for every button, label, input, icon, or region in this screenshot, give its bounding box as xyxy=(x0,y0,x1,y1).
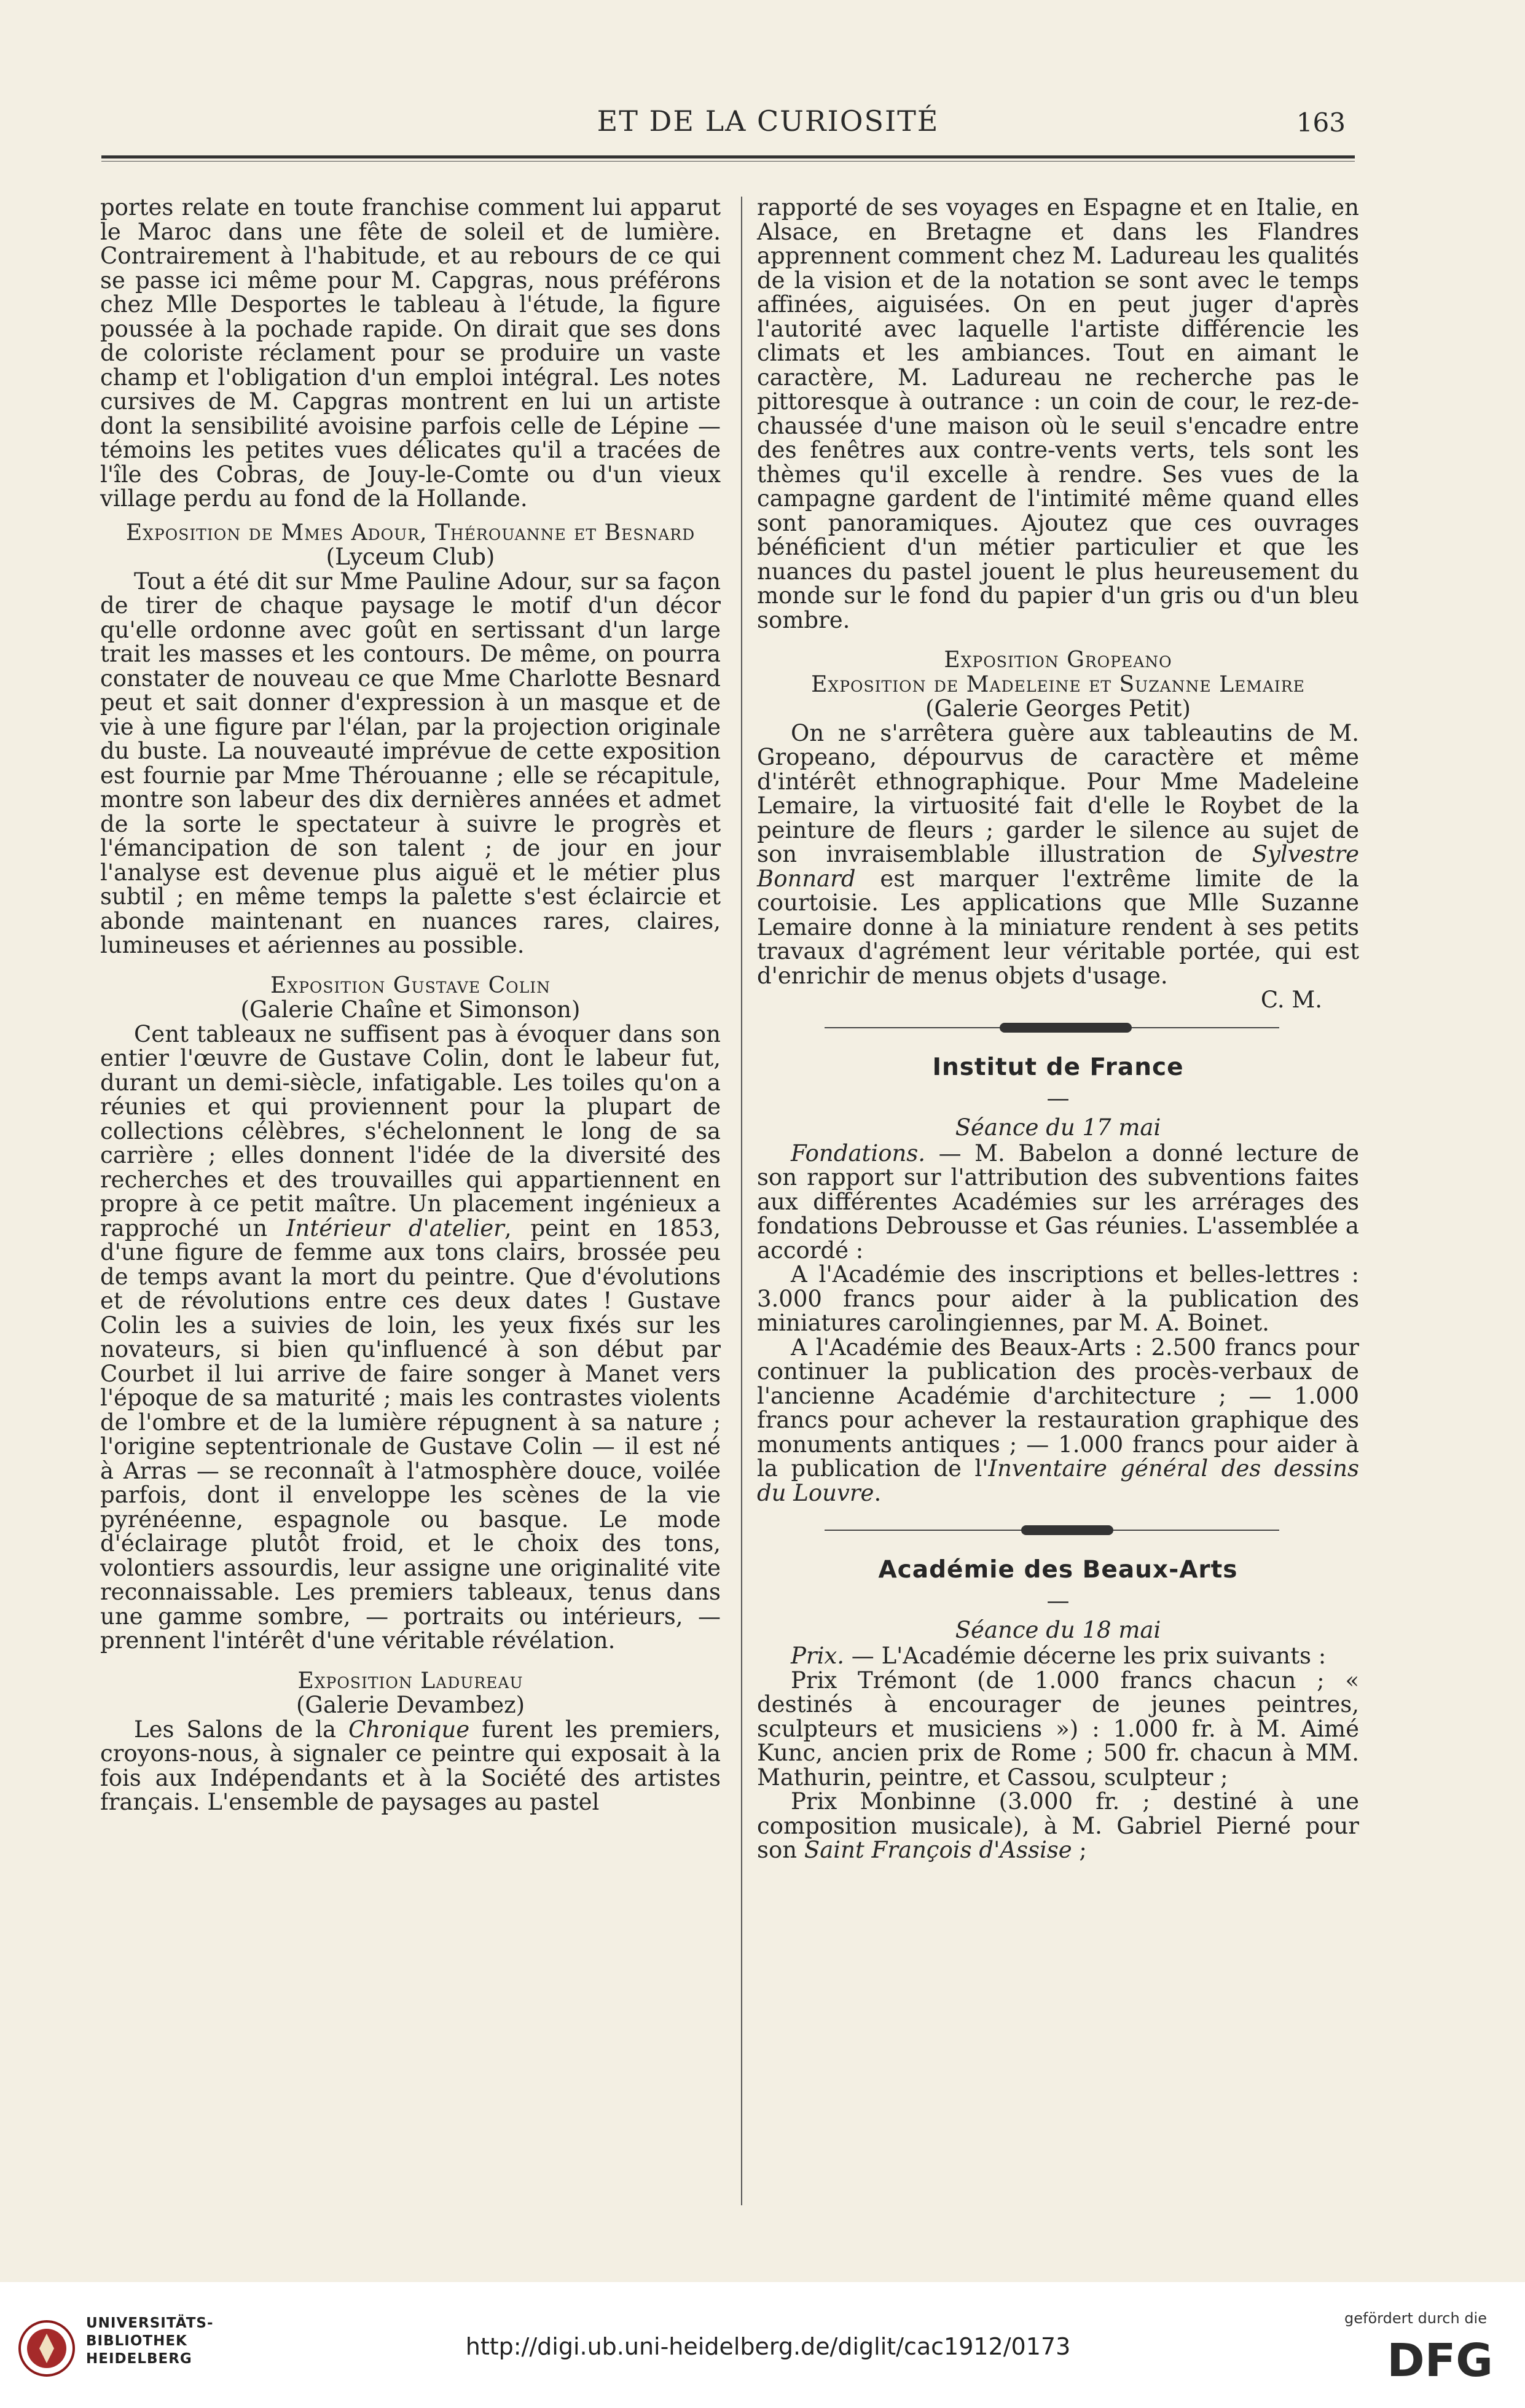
source-url-link[interactable]: http://digi.ub.uni-heidelberg.de/diglit/cac1912/0173 xyxy=(465,2333,1071,2360)
left-column xyxy=(100,195,721,1815)
paragraph: Cent tableaux ne suffisent pas à évoquer dans son entier l'œuvre de Gustave Colin, dont le labeur fut, durant un demi-siècle, infatigable. Les toiles qu'on a réunies et qui proviennent pour la plupart de collections célèbres, s'échelonnent le long de sa carrière ; elles donnent l'idée de la diversité des recherches et des trouvailles qui appartiennent en propre à ce petit maître. Un placement ingénieux a rapproché un Intérieur d'atelier, peint en 1853, d'une figure de femme aux tons clairs, brossée peu de temps avant la mort du peintre. Que d'évolutions et de révolutions entre ces deux dates ! Gustave Colin les a suivies de loin, les yeux fixés sur les novateurs, si bien qu'influencé à son début par Courbet il lui arrive de faire songer à Manet vers l'époque de sa maturité ; mais les contrastes violents de l'ombre et de la lumière répugnent à sa nature ; l'origine septentrionale de Gustave Colin — il est né à Arras — se reconnaît à l'atmosphère douce, voilée parfois, dont il enveloppe les scènes de la vie pyrénéenne, espagnole ou basque. Le mode d'éclairage plutôt froid, et le choix des tons, volontiers assourdis, leur assigne une originalité vite reconnaissable. Les premiers tableaux, tenus dans une gamme sombre, — portraits ou intérieurs, — prennent l'intérêt d'une véritable révélation. xyxy=(100,1020,721,1654)
short-dash: — xyxy=(1046,1587,1070,1614)
page-number: 163 xyxy=(1296,108,1346,138)
book-title: Sylvestre Bonnard xyxy=(757,841,1359,892)
funded-by-label: gefördert durch die xyxy=(1344,2310,1487,2327)
university-name: UNIVERSITÄTS- BIBLIOTHEK HEIDELBERG xyxy=(86,2315,214,2367)
dfg-logo xyxy=(1355,2334,1496,2383)
ornament-divider xyxy=(757,1515,1359,1546)
ornament-divider xyxy=(757,1012,1359,1043)
section-subtitle: (Galerie Devambez) xyxy=(296,1692,525,1718)
section-subtitle: (Lyceum Club) xyxy=(326,544,495,570)
paragraph: Prix Monbinne (3.000 fr. ; destiné à une composition musicale), à M. Gabriel Pierné pour son Saint François d'Assise ; xyxy=(757,1788,1359,1863)
column-divider xyxy=(741,197,742,2205)
header-rule xyxy=(101,155,1355,158)
paragraph: Les Salons de la Chronique furent les premiers, croyons-nous, à signaler ce peintre qui exposait à la fois aux Indépendants et à la Société des artistes français. L'ensemble de paysages au pastel xyxy=(100,1716,721,1815)
university-seal-logo xyxy=(17,2319,76,2378)
paragraph: Fondations. — M. Babelon a donné lecture de son rapport sur l'attribution des subventions faites aux différentes Académies sur les arrérages des fondations Debrousse et Gas réunies. L'assemblée a accordé : xyxy=(757,1140,1359,1264)
work-title: Saint François d'Assise xyxy=(804,1837,1072,1863)
section-title: Exposition Ladureau xyxy=(297,1668,523,1694)
section-title: Exposition Gustave Colin xyxy=(270,972,551,998)
section-title: Exposition Gropeano xyxy=(944,647,1172,673)
header-rule-thin xyxy=(101,161,1355,162)
svg-text:DFG: DFG xyxy=(1387,2334,1493,2383)
short-dash: — xyxy=(1046,1084,1070,1111)
author-signature: C. M. xyxy=(1260,987,1322,1013)
running-head: ET DE LA CURIOSITÉ xyxy=(597,104,939,138)
section-subtitle: (Galerie Chaîne et Simonson) xyxy=(240,996,581,1023)
section-title: Exposition de Mmes Adour, Thérouanne et Besnard xyxy=(125,520,696,545)
paragraph: On ne s'arrêtera guère aux tableautins de M. Gropeano, dépourvus de caractère et même d'intérêt ethnographique. Pour Mme Madeleine Lemaire, la virtuosité fait d'elle le Roybet de la peinture de fleurs ; garder le silence au sujet de son invraisemblable illustration de Sylvestre Bonnard est marquer l'extrême limite de la courtoisie. Les applications que Mlle Suzanne Lemaire donne à la miniature rendent à ses petits travaux d'agrément leur véritable portée, qui est d'enrichir de menus objets d'usage. xyxy=(757,719,1359,989)
paragraph: Prix. — L'Académie décerne les prix suivants : xyxy=(791,1643,1327,1669)
paragraph: Tout a été dit sur Mme Pauline Adour, sur sa façon de tirer de chaque paysage le motif d'un décor qu'elle ordonne avec goût en sertissant d'un large trait les masses et les contours. De même, on pourra constater de nouveau ce que Mme Charlotte Besnard peut et sait donner d'expression à un masque et de vie à une figure par l'élan, par la projection originale du buste. La nouveauté imprévue de cette exposition est fournie par Mme Thérouanne ; elle se récapitule, montre son labeur des dix dernières années et admet de la sorte le spectateur à suivre le progrès et l'émancipation de son talent ; de jour en jour l'analyse est devenue plus aiguë et le métier plus subtil ; en même temps la palette s'est éclaircie et abonde maintenant en nuances rares, claires, lumineuses et aériennes au possible. xyxy=(100,568,721,958)
artwork-title: Intérieur d'atelier xyxy=(286,1214,504,1241)
session-date: Séance du 17 mai xyxy=(955,1114,1161,1141)
paragraph: Prix Trémont (de 1.000 francs chacun ; « destinés à encourager de jeunes peintres, sculpteurs et musiciens ») : 1.000 fr. à M. Aimé Kunc, ancien prix de Rome ; 500 fr. chacun à MM. Mathurin, peintre, et Cassou, sculpteur ; xyxy=(757,1667,1359,1791)
section-heading: Institut de France xyxy=(932,1053,1184,1081)
paragraph: A l'Académie des Beaux-Arts : 2.500 francs pour continuer la publication des procès-verbaux de l'ancienne Académie d'architecture ; — 1.000 francs pour achever la restauration graphique des monuments antiques ; — 1.000 francs pour aider à la publication de l'Inventaire général des dessins du Louvre. xyxy=(757,1334,1359,1506)
publication-title: Chronique xyxy=(348,1716,470,1743)
paragraph: rapporté de ses voyages en Espagne et en Italie, en Alsace, en Bretagne et dans les Flandres apprennent comment chez M. Ladureau les qualités de la vision et de la notation se sont avec le temps affinées, aiguisées. On en peut juger d'après l'autorité avec laquelle l'artiste différencie les climats et les ambiances. Tout en aimant le caractère, M. Ladureau ne recherche pas le pittoresque à outrance : un coin de cour, le rez-de-chaussée d'une maison où le seuil s'encadre entre des fenêtres aux contre-vents verts, tels sont les thèmes qu'il excelle à rendre. Ses vues de la campagne gardent de l'intimité même quand elles sont panoramiques. Ajoutez que ces ouvrages bénéficient d'un métier particulier et que les nuances du pastel jouent le plus heureusement du monde sur le fond du papier d'un gris ou d'un bleu sombre. xyxy=(757,194,1359,633)
section-subtitle: (Galerie Georges Petit) xyxy=(925,695,1191,722)
paragraph: A l'Académie des inscriptions et belles-lettres : 3.000 francs pour aider à la publication des miniatures carolingiennes, par M. A. Boinet. xyxy=(757,1261,1359,1336)
right-column xyxy=(757,195,1359,1863)
section-heading: Académie des Beaux-Arts xyxy=(878,1556,1238,1584)
paragraph: portes relate en toute franchise comment lui apparut le Maroc dans une fête de soleil et de lumière. Contrairement à l'habitude, et au rebours de ce qui se passe ici même pour M. Capgras, nous préférons chez Mlle Desportes le tableau à l'étude, la figure poussée à la pochade rapide. On dirait que ses dons de coloriste réclament pour se produire un vaste champ et l'obligation d'un emploi intégral. Les notes cursives de M. Capgras montrent en lui un artiste dont la sensibilité avoisine parfois celle de Lépine — témoins les petites vues délicates qu'il a tracées de l'île des Cobras, de Jouy-le-Comte ou d'un vieux village perdu au fond de la Hollande. xyxy=(100,194,721,512)
section-title: Exposition de Madeleine et Suzanne Lemaire xyxy=(811,671,1305,697)
publication-title: Inventaire général des dessins du Louvre xyxy=(757,1455,1359,1506)
session-date: Séance du 18 mai xyxy=(955,1617,1161,1643)
